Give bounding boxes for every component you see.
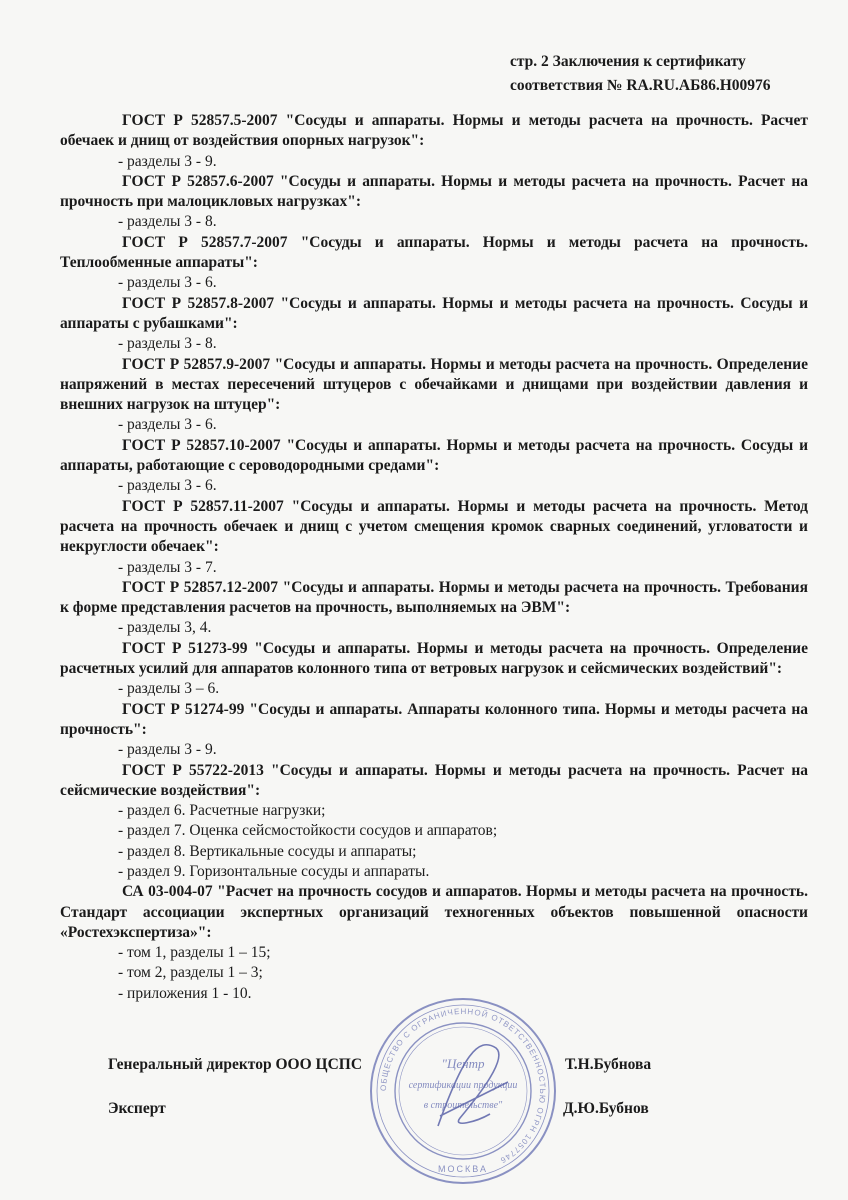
section-item: - раздел 9. Горизонтальные сосуды и аппараты. bbox=[118, 862, 430, 880]
standard-title: ГОСТ Р 52857.10-2007 "Сосуды и аппараты. Нормы и методы расчета на прочность. Сосуды и аппараты, работающие с сероводородными средами": bbox=[60, 436, 808, 475]
page-header bbox=[510, 50, 830, 98]
standard-title: ГОСТ Р 55722-2013 "Сосуды и аппараты. Нормы и методы расчета на прочность. Расчет на сейсмические воздействия": bbox=[60, 761, 808, 799]
seal-text-2: сертификации продукции bbox=[408, 1080, 518, 1091]
section-item: - разделы 3 - 7. bbox=[118, 558, 217, 576]
standard-title: ГОСТ Р 52857.8-2007 "Сосуды и аппараты. Нормы и методы расчета на прочность. Сосуды и аппараты с рубашками": bbox=[60, 294, 808, 332]
section-item: - разделы 3 - 8. bbox=[118, 335, 217, 353]
standard-title: ГОСТ Р 52857.7-2007 "Сосуды и аппараты. Нормы и методы расчета на прочность. Теплообменные аппараты": bbox=[60, 233, 808, 272]
standard-title: ГОСТ Р 52857.5-2007 "Сосуды и аппараты. Нормы и методы расчета на прочность. Расчет обечаек и днищ от воздействия опорных нагрузок": bbox=[60, 112, 808, 150]
section-item: - приложения 1 - 10. bbox=[118, 984, 252, 1002]
section-item: - разделы 3 - 8. bbox=[118, 213, 217, 231]
seal-ring-text: ОБЩЕСТВО С ОГРАНИЧЕННОЙ ОТВЕТСТВЕННОСТЬЮ ОГРН 1057746 bbox=[378, 1006, 548, 1166]
section-item: - раздел 7. Оценка сейсмостойкости сосудов и аппаратов; bbox=[118, 822, 498, 840]
seal-bottom-text: МОСКВА bbox=[438, 1164, 488, 1174]
standard-title: ГОСТ Р 52857.12-2007 "Сосуды и аппараты. Нормы и методы расчета на прочность. Требования к форме представления расчетов на прочность, выполняемых на ЭВМ": bbox=[60, 578, 808, 617]
seal-text-1: "Центр bbox=[441, 1056, 485, 1071]
company-seal bbox=[368, 996, 558, 1186]
section-item: - разделы 3 - 9. bbox=[118, 152, 217, 170]
header-line-2: соответствия № RA.RU.АБ86.Н00976 bbox=[510, 77, 771, 94]
standard-title: ГОСТ Р 51273-99 "Сосуды и аппараты. Нормы и методы расчета на прочность. Определение расчетных усилий для аппаратов колонного типа от ветровых нагрузок и сейсмических воздействий": bbox=[60, 639, 808, 678]
header-line-1: стр. 2 Заключения к сертификату bbox=[510, 53, 746, 70]
section-item: - разделы 3 - 6. bbox=[118, 274, 217, 292]
section-item: - раздел 6. Расчетные нагрузки; bbox=[118, 802, 326, 820]
director-name: Т.Н.Бубнова bbox=[565, 1056, 652, 1073]
expert-title: Эксперт bbox=[108, 1100, 166, 1117]
standard-title: ГОСТ Р 52857.9-2007 "Сосуды и аппараты. Нормы и методы расчета на прочность. Определение напряжений в местах пересечений штуцеров с обечайками и днищами при воздействии давления и внешних нагрузок на штуцер": bbox=[60, 355, 808, 414]
seal-text-3: в строительстве" bbox=[423, 1100, 503, 1111]
section-item: - раздел 8. Вертикальные сосуды и аппараты; bbox=[118, 842, 417, 860]
section-item: - разделы 3 – 6. bbox=[118, 680, 220, 698]
standard-title: ГОСТ Р 52857.11-2007 "Сосуды и аппараты. Нормы и методы расчета на прочность. Метод расчета на прочность обечаек и днищ с учетом смещения кромок сварных соединений, угловатости и некруглости обечаек": bbox=[60, 497, 808, 556]
section-item: - разделы 3 - 6. bbox=[118, 416, 217, 434]
section-item: - том 2, разделы 1 – 3; bbox=[118, 964, 263, 982]
section-item: - разделы 3 - 6. bbox=[118, 477, 217, 495]
standards-list bbox=[60, 111, 808, 1004]
section-item: - разделы 3, 4. bbox=[118, 619, 212, 637]
director-title: Генеральный директор ООО ЦСПС bbox=[108, 1056, 363, 1073]
standard-title: СА 03-004-07 "Расчет на прочность сосудов и аппаратов. Нормы и методы расчета на прочность. Стандарт ассоциации экспертных организаций техногенных объектов повышенной опасности «Ростехэкспертиза»": bbox=[60, 883, 808, 941]
standard-title: ГОСТ Р 51274-99 "Сосуды и аппараты. Аппараты колонного типа. Нормы и методы расчета на прочность": bbox=[60, 700, 808, 738]
standard-title: ГОСТ Р 52857.6-2007 "Сосуды и аппараты. Нормы и методы расчета на прочность. Расчет на прочность при малоцикловых нагрузках": bbox=[60, 172, 808, 211]
section-item: - том 1, разделы 1 – 15; bbox=[118, 944, 271, 962]
expert-name: Д.Ю.Бубнов bbox=[563, 1100, 649, 1117]
section-item: - разделы 3 - 9. bbox=[118, 741, 217, 759]
